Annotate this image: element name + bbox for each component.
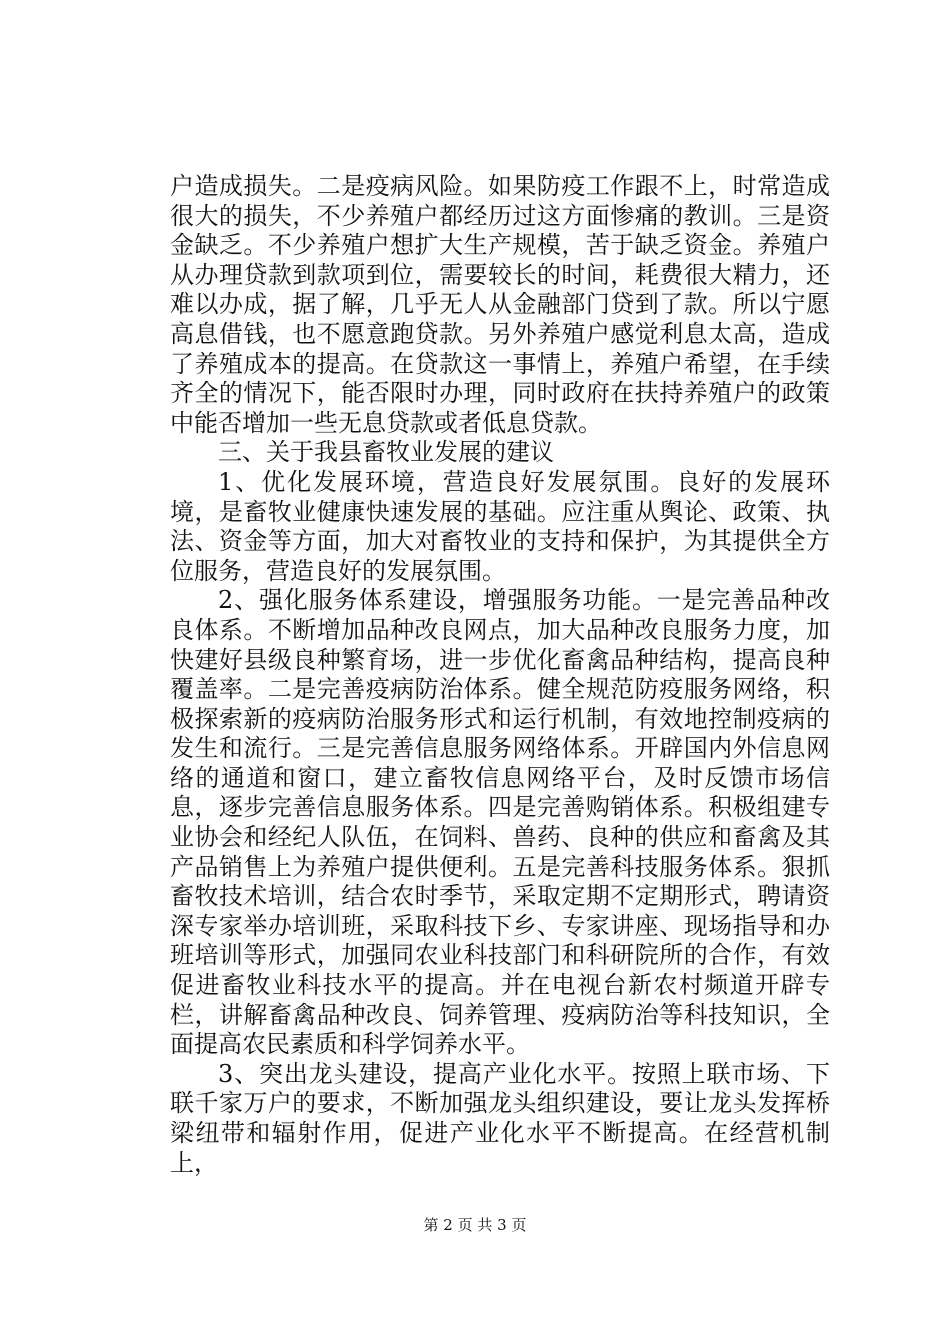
page-footer: 第 2 页 共 3 页 (423, 1216, 527, 1234)
paragraph-2: 1、优化发展环境，营造良好发展氛围。良好的发展环境，是畜牧业健康快速发展的基础。应注重从舆论、政策、执法、资金等方面，加大对畜牧业的支持和保护，为其提供全方位服务，营造良好的发展氛围。 (170, 467, 830, 585)
paragraph-3: 2、强化服务体系建设，增强服务功能。一是完善品种改良体系。不断增加品种改良网点，加大品种改良服务力度，加快建好县级良种繁育场，进一步优化畜禽品种结构，提高良种覆盖率。二是完善疫病防治体系。健全规范防疫服务网络，积极探索新的疫病防治服务形式和运行机制，有效地控制疫病的发生和流行。三是完善信息服务网络体系。开辟国内外信息网络的通道和窗口，建立畜牧信息网络平台，及时反馈市场信息，逐步完善信息服务体系。四是完善购销体系。积极组建专业协会和经纪人队伍，在饲料、兽药、良种的供应和畜禽及其产品销售上为养殖户提供便利。五是完善科技服务体系。狠抓畜牧技术培训，结合农时季节，采取定期不定期形式，聘请资深专家举办培训班，采取科技下乡、专家讲座、现场指导和办班培训等形式，加强同农业科技部门和科研院所的合作，有效促进畜牧业科技水平的提高。并在电视台新农村频道开辟专栏，讲解畜禽品种改良、饲养管理、疫病防治等科技知识，全面提高农民素质和科学饲养水平。 (170, 586, 830, 1059)
paragraph-1: 户造成损失。二是疫病风险。如果防疫工作跟不上，时常造成很大的损失，不少养殖户都经历过这方面惨痛的教训。三是资金缺乏。不少养殖户想扩大生产规模，苦于缺乏资金。养殖户从办理贷款到款项到位，需要较长的时间，耗费很大精力，还难以办成，据了解，几乎无人从金融部门贷到了款。所以宁愿高息借钱，也不愿意跑贷款。另外养殖户感觉利息太高，造成了养殖成本的提高。在贷款这一事情上，养殖户希望，在手续齐全的情况下，能否限时办理，同时政府在扶持养殖户的政策中能否增加一些无息贷款或者低息贷款。 (170, 172, 830, 437)
paragraph-4: 3、突出龙头建设，提高产业化水平。按照上联市场、下联千家万户的要求，不断加强龙头组织建设，要让龙头发挥桥梁纽带和辐射作用，促进产业化水平不断提高。在经营机制上， (170, 1059, 830, 1177)
section-heading: 三、关于我县畜牧业发展的建议 (218, 438, 554, 467)
document-body (170, 172, 830, 1178)
